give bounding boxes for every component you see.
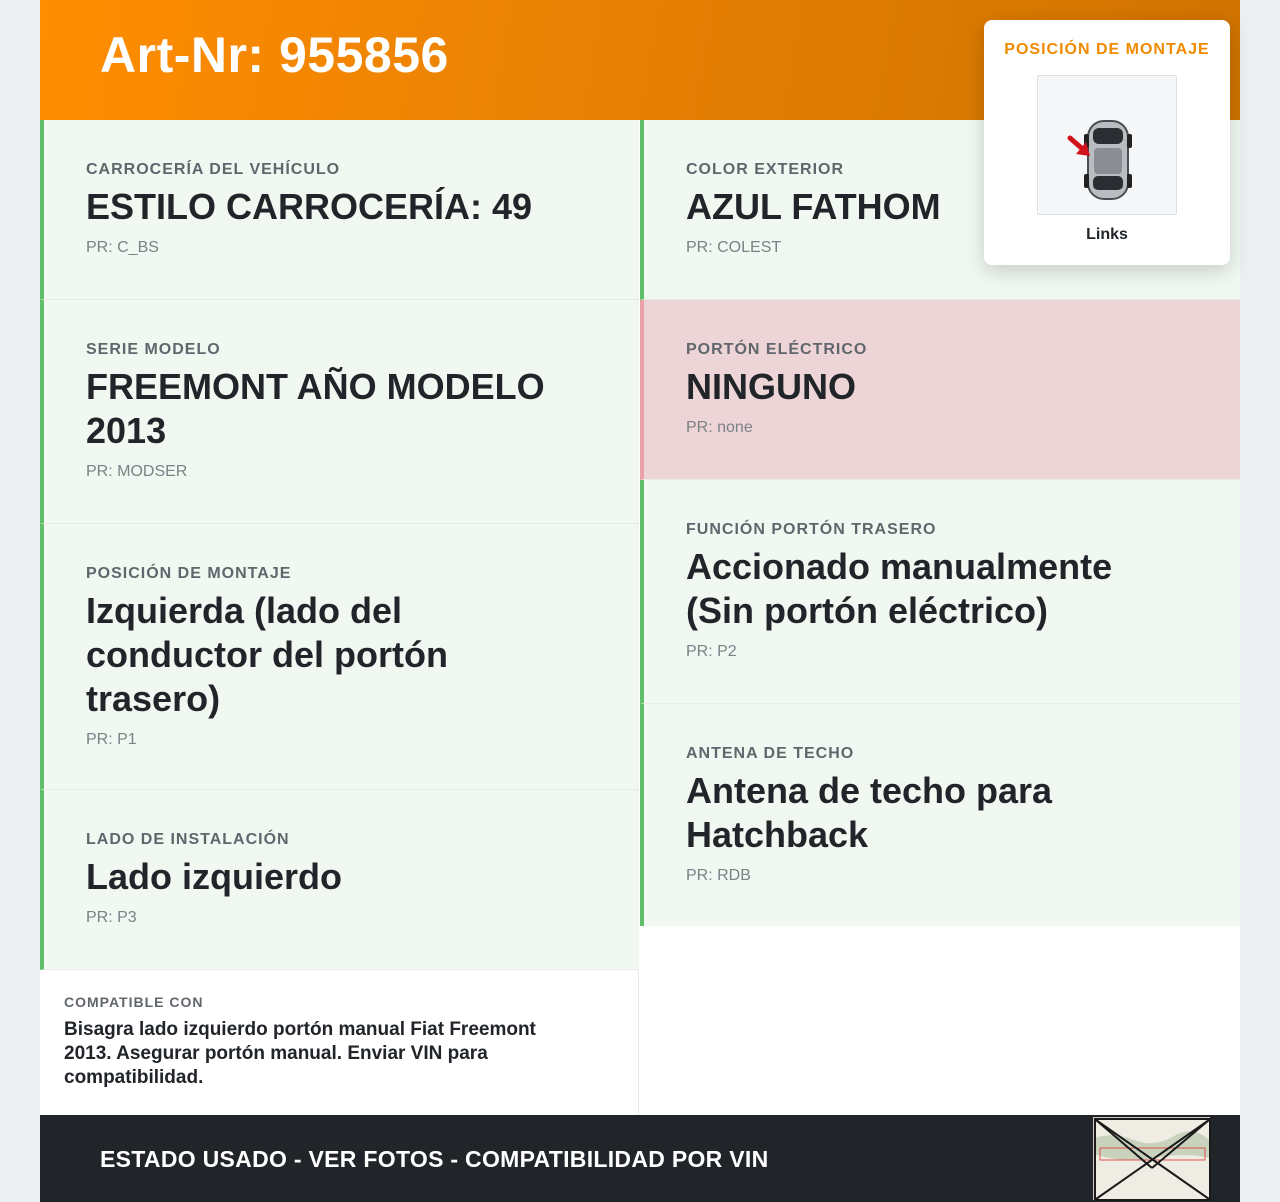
mount-position-title: POSICIÓN DE MONTAJE bbox=[1004, 41, 1210, 58]
info-label: POSICIÓN DE MONTAJE bbox=[86, 565, 292, 582]
info-value: Antena de techo para Hatchback bbox=[686, 770, 1053, 855]
info-cell-body-style bbox=[40, 120, 639, 300]
article-number-title: Art-Nr: 955856 bbox=[100, 27, 449, 83]
page bbox=[40, 0, 1240, 1202]
info-value: Izquierda (lado del conductor del portón trasero) bbox=[86, 590, 448, 719]
info-label: COLOR EXTERIOR bbox=[686, 161, 845, 178]
mount-position-image bbox=[1037, 75, 1177, 215]
info-cell-power-liftgate bbox=[640, 300, 1240, 480]
info-label: PORTÓN ELÉCTRICO bbox=[686, 341, 868, 358]
info-value: FREEMONT AÑO MODELO 2013 bbox=[86, 366, 545, 451]
info-label: LADO DE INSTALACIÓN bbox=[86, 831, 290, 848]
info-value: NINGUNO bbox=[686, 366, 856, 407]
info-pr-code: PR: P3 bbox=[86, 909, 137, 926]
info-label: SERIE MODELO bbox=[86, 341, 221, 358]
car-top-view-icon bbox=[1038, 76, 1176, 214]
info-pr-code: PR: C_BS bbox=[86, 239, 159, 256]
info-label: CARROCERÍA DEL VEHÍCULO bbox=[86, 161, 341, 178]
info-value: AZUL FATHOM bbox=[686, 186, 941, 227]
footer-bar bbox=[40, 1115, 1240, 1202]
info-cell-mount-position bbox=[40, 524, 639, 790]
info-cell-liftgate-function bbox=[640, 480, 1240, 704]
info-pr-code: PR: P2 bbox=[686, 643, 737, 660]
info-value: ESTILO CARROCERÍA: 49 bbox=[86, 186, 533, 227]
compatibility-text: Bisagra lado izquierdo portón manual Fiat Freemont 2013. Asegurar portón manual. Enviar VIN para compatibilidad. bbox=[64, 1019, 536, 1088]
info-cell-install-side bbox=[40, 790, 639, 970]
info-pr-code: PR: none bbox=[686, 419, 753, 436]
info-pr-code: PR: P1 bbox=[86, 731, 137, 748]
compatibility-note bbox=[40, 970, 639, 1115]
info-label: FUNCIÓN PORTÓN TRASERO bbox=[686, 521, 937, 538]
vin-plate-photo-icon bbox=[1094, 1118, 1211, 1201]
mount-position-caption: Links bbox=[1086, 226, 1128, 243]
info-pr-code: PR: RDB bbox=[686, 867, 751, 884]
mount-position-card bbox=[984, 20, 1230, 265]
info-pr-code: PR: MODSER bbox=[86, 463, 188, 480]
info-value: Lado izquierdo bbox=[86, 856, 342, 897]
info-cell-roof-antenna bbox=[640, 704, 1240, 926]
info-value: Accionado manualmente (Sin portón eléctrico) bbox=[686, 546, 1113, 631]
info-cell-model-series bbox=[40, 300, 639, 524]
info-pr-code: PR: COLEST bbox=[686, 239, 782, 256]
compatibility-label: COMPATIBLE CON bbox=[64, 994, 204, 1010]
info-label: ANTENA DE TECHO bbox=[686, 745, 855, 762]
vin-plate-thumbnail bbox=[1093, 1117, 1210, 1200]
footer-text: ESTADO USADO - VER FOTOS - COMPATIBILIDAD POR VIN bbox=[100, 1146, 769, 1172]
